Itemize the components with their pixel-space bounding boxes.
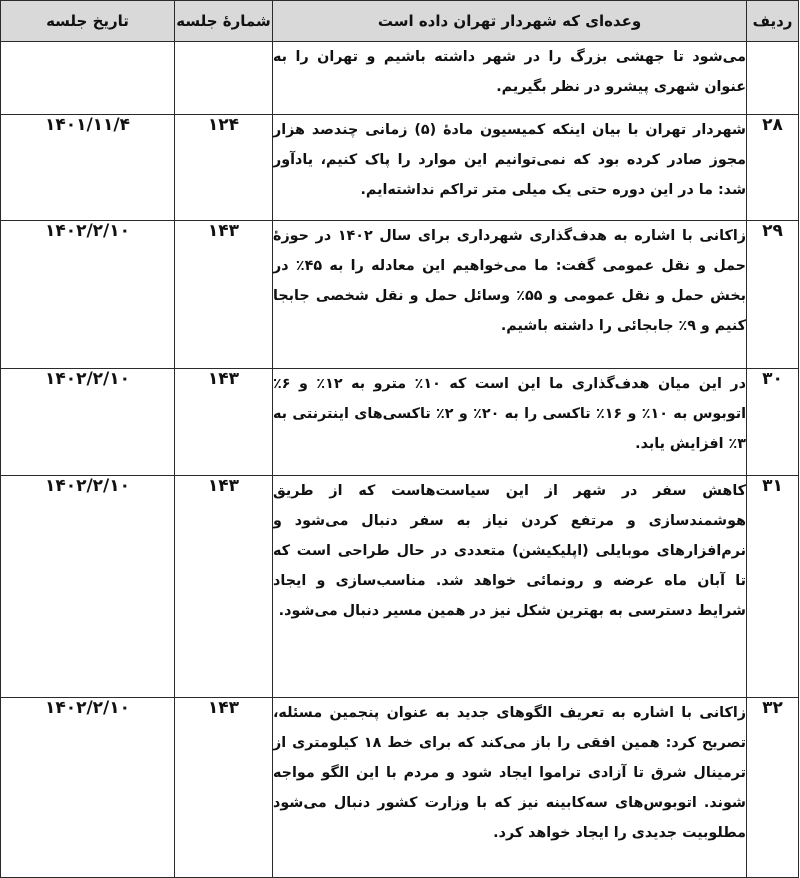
table-row [1,698,799,878]
row-number: ۳۱ [747,476,799,698]
session-date: ۱۴۰۲/۲/۱۰ [1,698,175,878]
table-row [1,476,799,698]
session-number: ۱۴۳ [175,369,273,476]
session-date: ۱۴۰۲/۲/۱۰ [1,369,175,476]
session-number: ۱۲۴ [175,115,273,221]
session-number: ۱۴۳ [175,221,273,369]
promise-text: کاهش سفر در شهر از این سیاست‌هاست که از طریق هوشمندسازی و مرتفع کردن نیاز به سفر دنبال می‌شود و نرم‌افزارهای موبایلی (اپلیکیشن) متعددی در حال طراحی است که تا آبان ماه عرضه و رونمائی خواهد شد. مناسب‌سازی و ایجاد شرایط دسترسی به بهترین شکل نیز در همین مسیر دنبال می‌شود. [273,476,747,698]
promise-text: شهردار تهران با بیان اینکه کمیسیون مادهٔ (۵) زمانی چندصد هزار مجوز صادر کرده بود که نمی‌توانیم این موارد را پاک کنیم، یادآور شد: ما در این دوره حتی یک میلی متر تراکم نداشته‌ایم. [273,115,747,221]
header-promise: وعده‌ای که شهردار تهران داده است [273,1,747,42]
session-number: ۱۴۳ [175,698,273,878]
session-date: ۱۴۰۲/۲/۱۰ [1,221,175,369]
table-row [1,369,799,476]
header-session-date: تاریخ جلسه [1,1,175,42]
session-number: ۱۴۳ [175,476,273,698]
row-number: ۳۲ [747,698,799,878]
row-number [747,42,799,115]
promise-text: در این میان هدف‌گذاری ما این است که ۱۰٪ مترو به ۱۲٪ و ۶٪ اتوبوس به ۱۰٪ و ۱۶٪ تاکسی را به ۲۰٪ و ۲٪ تاکسی‌های اینترنتی به ۳٪ افزایش یابد. [273,369,747,476]
table-row [1,115,799,221]
session-number [175,42,273,115]
header-row-no: ردیف [747,1,799,42]
promise-text: زاکانی با اشاره به هدف‌گذاری شهرداری برای سال ۱۴۰۲ در حوزهٔ حمل و نقل عمومی گفت: ما می‌خواهیم این معادله را به ۴۵٪ در بخش حمل و نقل عمومی و ۵۵٪ وسائل حمل و نقل شخصی جابجا کنیم و ۹٪ جابجائی را داشته باشیم. [273,221,747,369]
session-date [1,42,175,115]
session-date: ۱۴۰۲/۲/۱۰ [1,476,175,698]
row-number: ۲۹ [747,221,799,369]
session-date: ۱۴۰۱/۱۱/۴ [1,115,175,221]
promise-text: می‌شود تا جهشی بزرگ را در شهر داشته باشیم و تهران را به عنوان شهری پیشرو در نظر بگیریم. [273,42,747,115]
table-header-row [1,1,799,42]
promise-text: زاکانی با اشاره به تعریف الگوهای جدید به عنوان پنجمین مسئله، تصریح کرد: همین افقی را باز می‌کند که برای خط ۱۸ کیلومتری از ترمینال شرق تا آزادی تراموا ایجاد شود و مردم با این الگو مواجه شوند. اتوبوس‌های سه‌کابینه نیز که با وزارت کشور دنبال می‌شود مطلوبیت جدیدی را ایجاد خواهد کرد. [273,698,747,878]
header-session-no: شمارهٔ جلسه [175,1,273,42]
table-row [1,221,799,369]
table-row [1,42,799,115]
row-number: ۲۸ [747,115,799,221]
row-number: ۳۰ [747,369,799,476]
